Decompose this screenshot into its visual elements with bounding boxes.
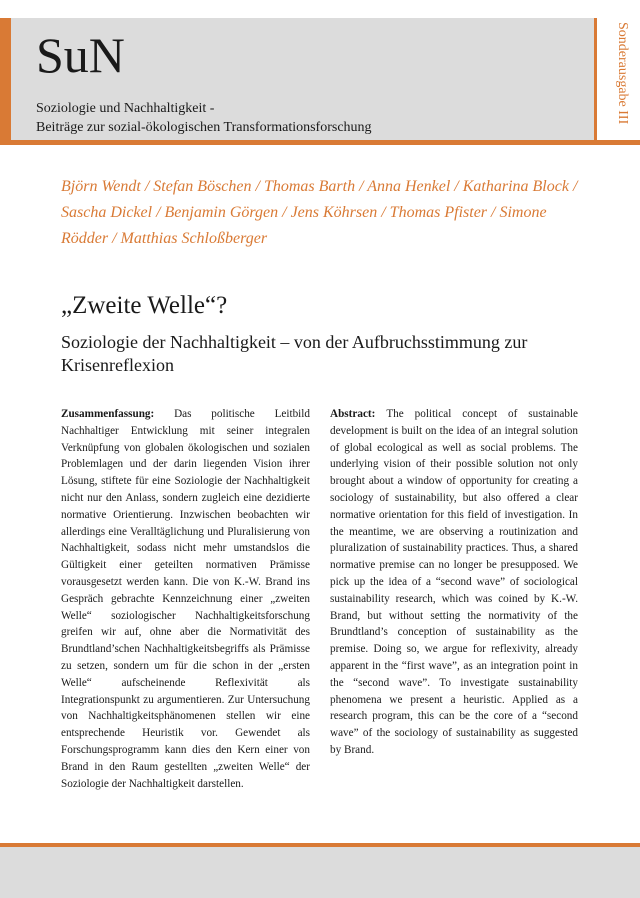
journal-logo: SuN <box>36 27 125 83</box>
article-subtitle: Soziologie der Nachhaltigkeit – von der Aufbruchsstimmung zur Krisenreflexion <box>61 332 528 375</box>
special-issue-label: Sonderausgabe III <box>615 22 630 125</box>
article-title: „Zweite Welle“? <box>61 292 228 319</box>
journal-subtitle-line2: Beiträge zur sozial-ökologischen Transformationsforschung <box>36 120 372 135</box>
journal-subtitle-line1: Soziologie und Nachhaltigkeit - <box>36 101 215 116</box>
journal-subtitle <box>36 99 372 137</box>
abstract-german-text: Das politische Leitbild Nachhaltiger Entwicklung mit seiner integralen Verknüpfung von globalen ökologischen und sozialen Problemlagen und der darin liegenden Vision ihrer Lösung, stiftete für eine Soziologie der Nachhaltigkeit nicht nur den Anlass, sondern zugleich eine dezidierte normative Orientierung. Inzwischen beobachten wir allerdings eine Veralltäglichung und Pluralisierung von Nachhaltigkeit, sodass nicht mehr umstandslos die Gültigkeit einer geteilten normativen Prämisse vorausgesetzt werden kann. Die von K.-W. Brand ins Gespräch gebrachte Kennzeichnung einer „zweiten Welle“ soziologischer Nachhaltigkeitsforschung greifen wir auf, ohne aber die Normativität des Brundtland’schen Nachhaltigkeitsbegriffs als Prämisse zu setzen, sondern um für die schon in der „ersten Welle“ aufscheinende Reflexivität als Integrationspunkt zu argumentieren. Zur Untersuchung von Nachhaltigkeitsphänomenen stellen wir eine entsprechende Heuristik vor. Gewendet als Forschungsprogramm kann dies den Kern einer von Brand in den Raum gestellten „zweiten Welle“ der Soziologie der Nachhaltigkeit darstellen. <box>61 408 310 790</box>
header-rule <box>0 140 640 145</box>
special-issue-divider <box>594 18 597 140</box>
abstract-english-text: The political concept of sustainable development is built on the idea of an integral solution of global ecological as well as social problems. The underlying vision of their possible solution not only brought about a window of opportunity for creating a sociology of sustainability, but also offered a clear normative orientation for this field of investigation. In the meantime, we are observing a routinization and pluralization of sustainability practices. Thus, a shared normative premise can no longer be presupposed. We pick up the idea of a “second wave” of sociological sustainability research, which was coined by K.-W. Brand, but without setting the normativity of the Brundtland’s conception of sustainability as the premise. Doing so, we argue for reflexivity, already apparent in the “first wave”, as an integration point in the “second wave”. To investigate sustainability phenomena we present a heuristic. Applied as a research program, this can be the core of a “second wave” of the sociology of sustainability as suggested by Brand. <box>330 408 578 756</box>
abstract-german-label: Zusammenfassung: <box>61 408 175 420</box>
abstract-english-label: Abstract: <box>330 408 387 420</box>
journal-header <box>0 18 594 140</box>
author-list: Björn Wendt / Stefan Böschen / Thomas Barth / Anna Henkel / Katharina Block / Sascha Dickel / Benjamin Görgen / Jens Köhrsen / Thomas Pfister / Simone Rödder / Matthias Schloßberger <box>61 178 578 247</box>
abstract-english <box>330 406 578 759</box>
header-accent-bar <box>0 18 11 140</box>
abstract-german <box>61 406 310 792</box>
footer-band <box>0 847 640 898</box>
